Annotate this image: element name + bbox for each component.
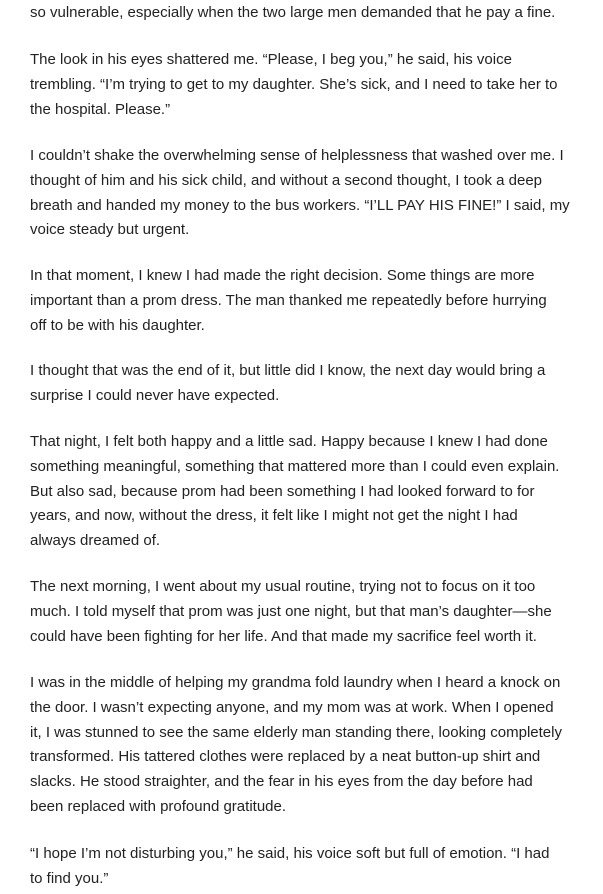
- paragraph: That night, I felt both happy and a little sad. Happy because I knew I had done something meaningful, something that mattered more than I could even explain. But also sad, because prom had been something I had looked forward to for years, and now, without the dress, it felt like I might not get the night I had always dreamed of.: [30, 433, 560, 550]
- paragraph: so vulnerable, especially when the two large men demanded that he pay a fine.: [30, 4, 556, 21]
- paragraph: I was in the middle of helping my grandma fold laundry when I heard a knock on the door. I wasn’t expecting anyone, and my mom was at work. When I opened it, I was stunned to see the same elderly man standing there, looking completely transformed. His tattered clothes were replaced by a neat button-up shirt and slacks. He stood straighter, and the fear in his eyes from the day before had been replaced with profound gratitude.: [30, 674, 562, 815]
- paragraph: I couldn’t shake the overwhelming sense of helplessness that washed over me. I thought of him and his sick child, and without a second thought, I took a deep breath and handed my money to the bus workers. “I’LL PAY HIS FINE!” I said, my voice steady but urgent.: [30, 147, 570, 239]
- paragraph: The next morning, I went about my usual routine, trying not to focus on it too much. I told myself that prom was just one night, but that man’s daughter—she could have been fighting for her life. And that made my sacrifice feel worth it.: [30, 578, 552, 645]
- paragraph: “I hope I’m not disturbing you,” he said, his voice soft but full of emotion. “I had to find you.”: [30, 845, 550, 887]
- paragraph: I thought that was the end of it, but little did I know, the next day would bring a surprise I could never have expected.: [30, 362, 546, 404]
- paragraph: In that moment, I knew I had made the right decision. Some things are more important than a prom dress. The man thanked me repeatedly before hurrying off to be with his daughter.: [30, 267, 547, 334]
- paragraph: The look in his eyes shattered me. “Please, I beg you,” he said, his voice trembling. “I’m trying to get to my daughter. She’s sick, and I need to take her to the hospital. Please.”: [30, 51, 558, 118]
